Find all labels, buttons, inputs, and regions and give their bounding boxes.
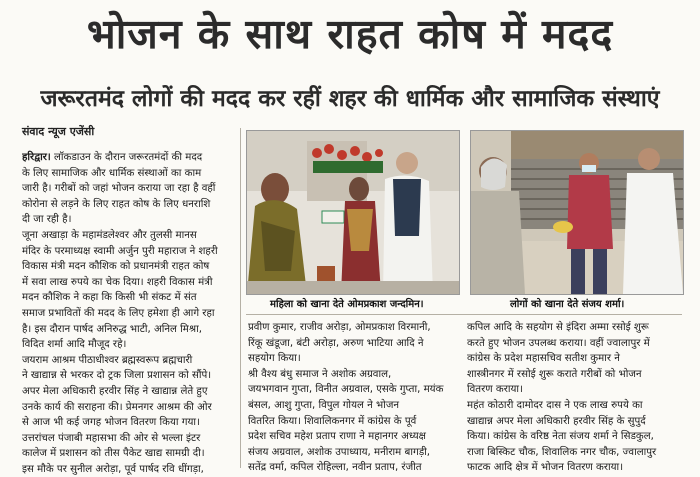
article-line: फाटक आदि क्षेत्र में भोजन वितरण कराया। [467, 462, 624, 474]
article-line: श्री वैश्य बंधु समाज ने अशोक अग्रवाल, [248, 368, 392, 380]
article-line: विकास मंत्री मदन कौशिक को प्रधानमंत्री राहत कोष [22, 261, 210, 273]
article-line: मदन कौशिक ने कहा कि किसी भी संकट में संत [22, 292, 197, 304]
article-line [22, 150, 235, 166]
article-line: कालेज में प्रशासन को तीस पैकेट खाद्य सामग्री दी। [22, 448, 205, 460]
article-line: में सवा लाख रुपये का चेक दिया। शहरी विकास मंत्री [22, 276, 213, 288]
photo-food-distribution-men [470, 130, 684, 295]
col3-lines [467, 320, 687, 476]
article-line: जयभगवान गुप्ता, विनीत अग्रवाल, एसके गुप्ता, मयंक [248, 384, 444, 396]
photo2-illustration [471, 131, 683, 294]
article-line: सहयोग किया। [248, 353, 301, 365]
article-line: शास्त्रीनगर में रसोई शुरू कराते गरीबों को भोजन [467, 368, 642, 380]
photo2-caption: लोगों को खाना देते संजय शर्मा। [510, 299, 625, 310]
article-line: सतेंद्र वर्मा, कपिल रोहिल्ला, नवीन प्रताप, रंजीत [248, 462, 422, 474]
subheadline: जरूरतमंद लोगों की मदद कर रहीं शहर की धार्मिक और सामाजिक संस्थाएं [40, 86, 660, 112]
article-line: कपिल आदि के सहयोग से इंदिरा अम्मा रसोई शुरू [467, 322, 649, 333]
article-line: जारी है। गरीबों को जहां भोजन कराया जा रहा है वहीं [22, 183, 216, 195]
dateline: हरिद्वार। [22, 152, 51, 163]
article-line: उनके कार्य की सराहना की। प्रेमनगर आश्रम की ओर [22, 401, 212, 413]
photo1-illustration [247, 131, 459, 294]
article-line: राजा बिस्किट चौक, शिवालिक नगर चौक, ज्वालापुर [467, 446, 657, 458]
caption-divider [246, 314, 682, 315]
article-line: करते हुए भोजन उपलब्ध कराया। वहीं ज्वालापुर में [467, 337, 650, 349]
article-line: संजय अग्रवाल, अशोक उपाध्याय, मनीराम बागड़ी, [248, 446, 431, 458]
article-line: खाद्यान्न अपर मेला अधिकारी हरवीर सिंह के सुपुर्द [467, 415, 646, 427]
article-column-2 [248, 320, 458, 476]
article-line: प्रदेश सचिव महेश प्रताप राणा ने महानगर अध्यक्ष [248, 431, 426, 443]
article-line: बंसल, आशु गुप्ता, विपुल गोयल ने भोजन [248, 399, 400, 411]
article-line: रिंकू खंडूजा, बंटी अरोड़ा, अरुण भाटिया आदि ने [248, 337, 424, 349]
article-line: वितरित किया। शिवालिकनगर में कांग्रेस के पूर्व [248, 415, 417, 427]
article-line: उत्तरांचल पंजाबी महासभा की ओर से भल्ला इंटर [22, 432, 201, 444]
article-line: से आज भी कई जगह भोजन वितरण किया गया। [22, 417, 200, 429]
headline: भोजन के साथ राहत कोष में मदद [86, 10, 614, 58]
article-line: कांग्रेस के प्रदेश महासचिव सतीश कुमार ने [467, 353, 620, 365]
col1-lines [22, 166, 235, 477]
article-column-3 [467, 320, 687, 476]
article-line: है। इस दौरान पार्षद अनिरुद्ध भाटी, अनिल मिश्रा, [22, 323, 202, 335]
article-line: महंत कोठारी दामोदर दास ने एक लाख रुपये का [467, 399, 643, 411]
article-line: मंदिर के परमाध्यक्ष स्वामी अर्जुन पुरी महाराज ने शहरी [22, 245, 218, 257]
article-line: के लिए सामाजिक और धार्मिक संस्थाओं का काम [22, 167, 202, 179]
byline: संवाद न्यूज एजेंसी [22, 125, 95, 138]
article-line: इस मौके पर सुनील अरोड़ा, पूर्व पार्षद रवि धींगड़ा, [22, 463, 204, 475]
article-line: किया। कांग्रेस के वरिष्ठ नेता संजय शर्मा ने सिडकुल, [467, 431, 654, 443]
article-line: अपर मेला अधिकारी हरवीर सिंह ने खाद्यान्न लेते हुए [22, 385, 208, 397]
article-line: समाज प्रभावितों की मदद के लिए हमेशा ही आगे रहा [22, 307, 215, 319]
col2-lines [248, 320, 458, 476]
article-text: लॉकडाउन के दौरान जरूरतमंदों की मदद [50, 152, 203, 163]
article-line: प्रवीण कुमार, राजीव अरोड़ा, ओमप्रकाश विरमानी, [248, 322, 431, 333]
article-line: दी जा रही है। [22, 214, 72, 226]
photo1-caption: महिला को खाना देते ओमप्रकाश जन्दमिन। [270, 299, 424, 310]
photo-food-distribution-woman [246, 130, 460, 295]
article-line: विदित शर्मा आदि मौजूद रहे। [22, 339, 127, 351]
article-column-1 [22, 150, 235, 477]
article-line: जूना अखाड़ा के महामंडलेश्वर और तुलसी मानस [22, 229, 197, 241]
column-divider-1 [240, 128, 241, 468]
article-line: वितरण कराया। [467, 384, 523, 396]
article-line: ने खाद्यान्न से भरकर दो ट्रक जिला प्रशासन को सौंपे। [22, 370, 212, 382]
article-line: कोरोना से लड़ने के लिए राहत कोष के लिए धनराशि [22, 198, 211, 210]
article-line: जयराम आश्रम पीठाधीश्वर ब्रह्मस्वरूप ब्रह्मचारी [22, 354, 193, 366]
